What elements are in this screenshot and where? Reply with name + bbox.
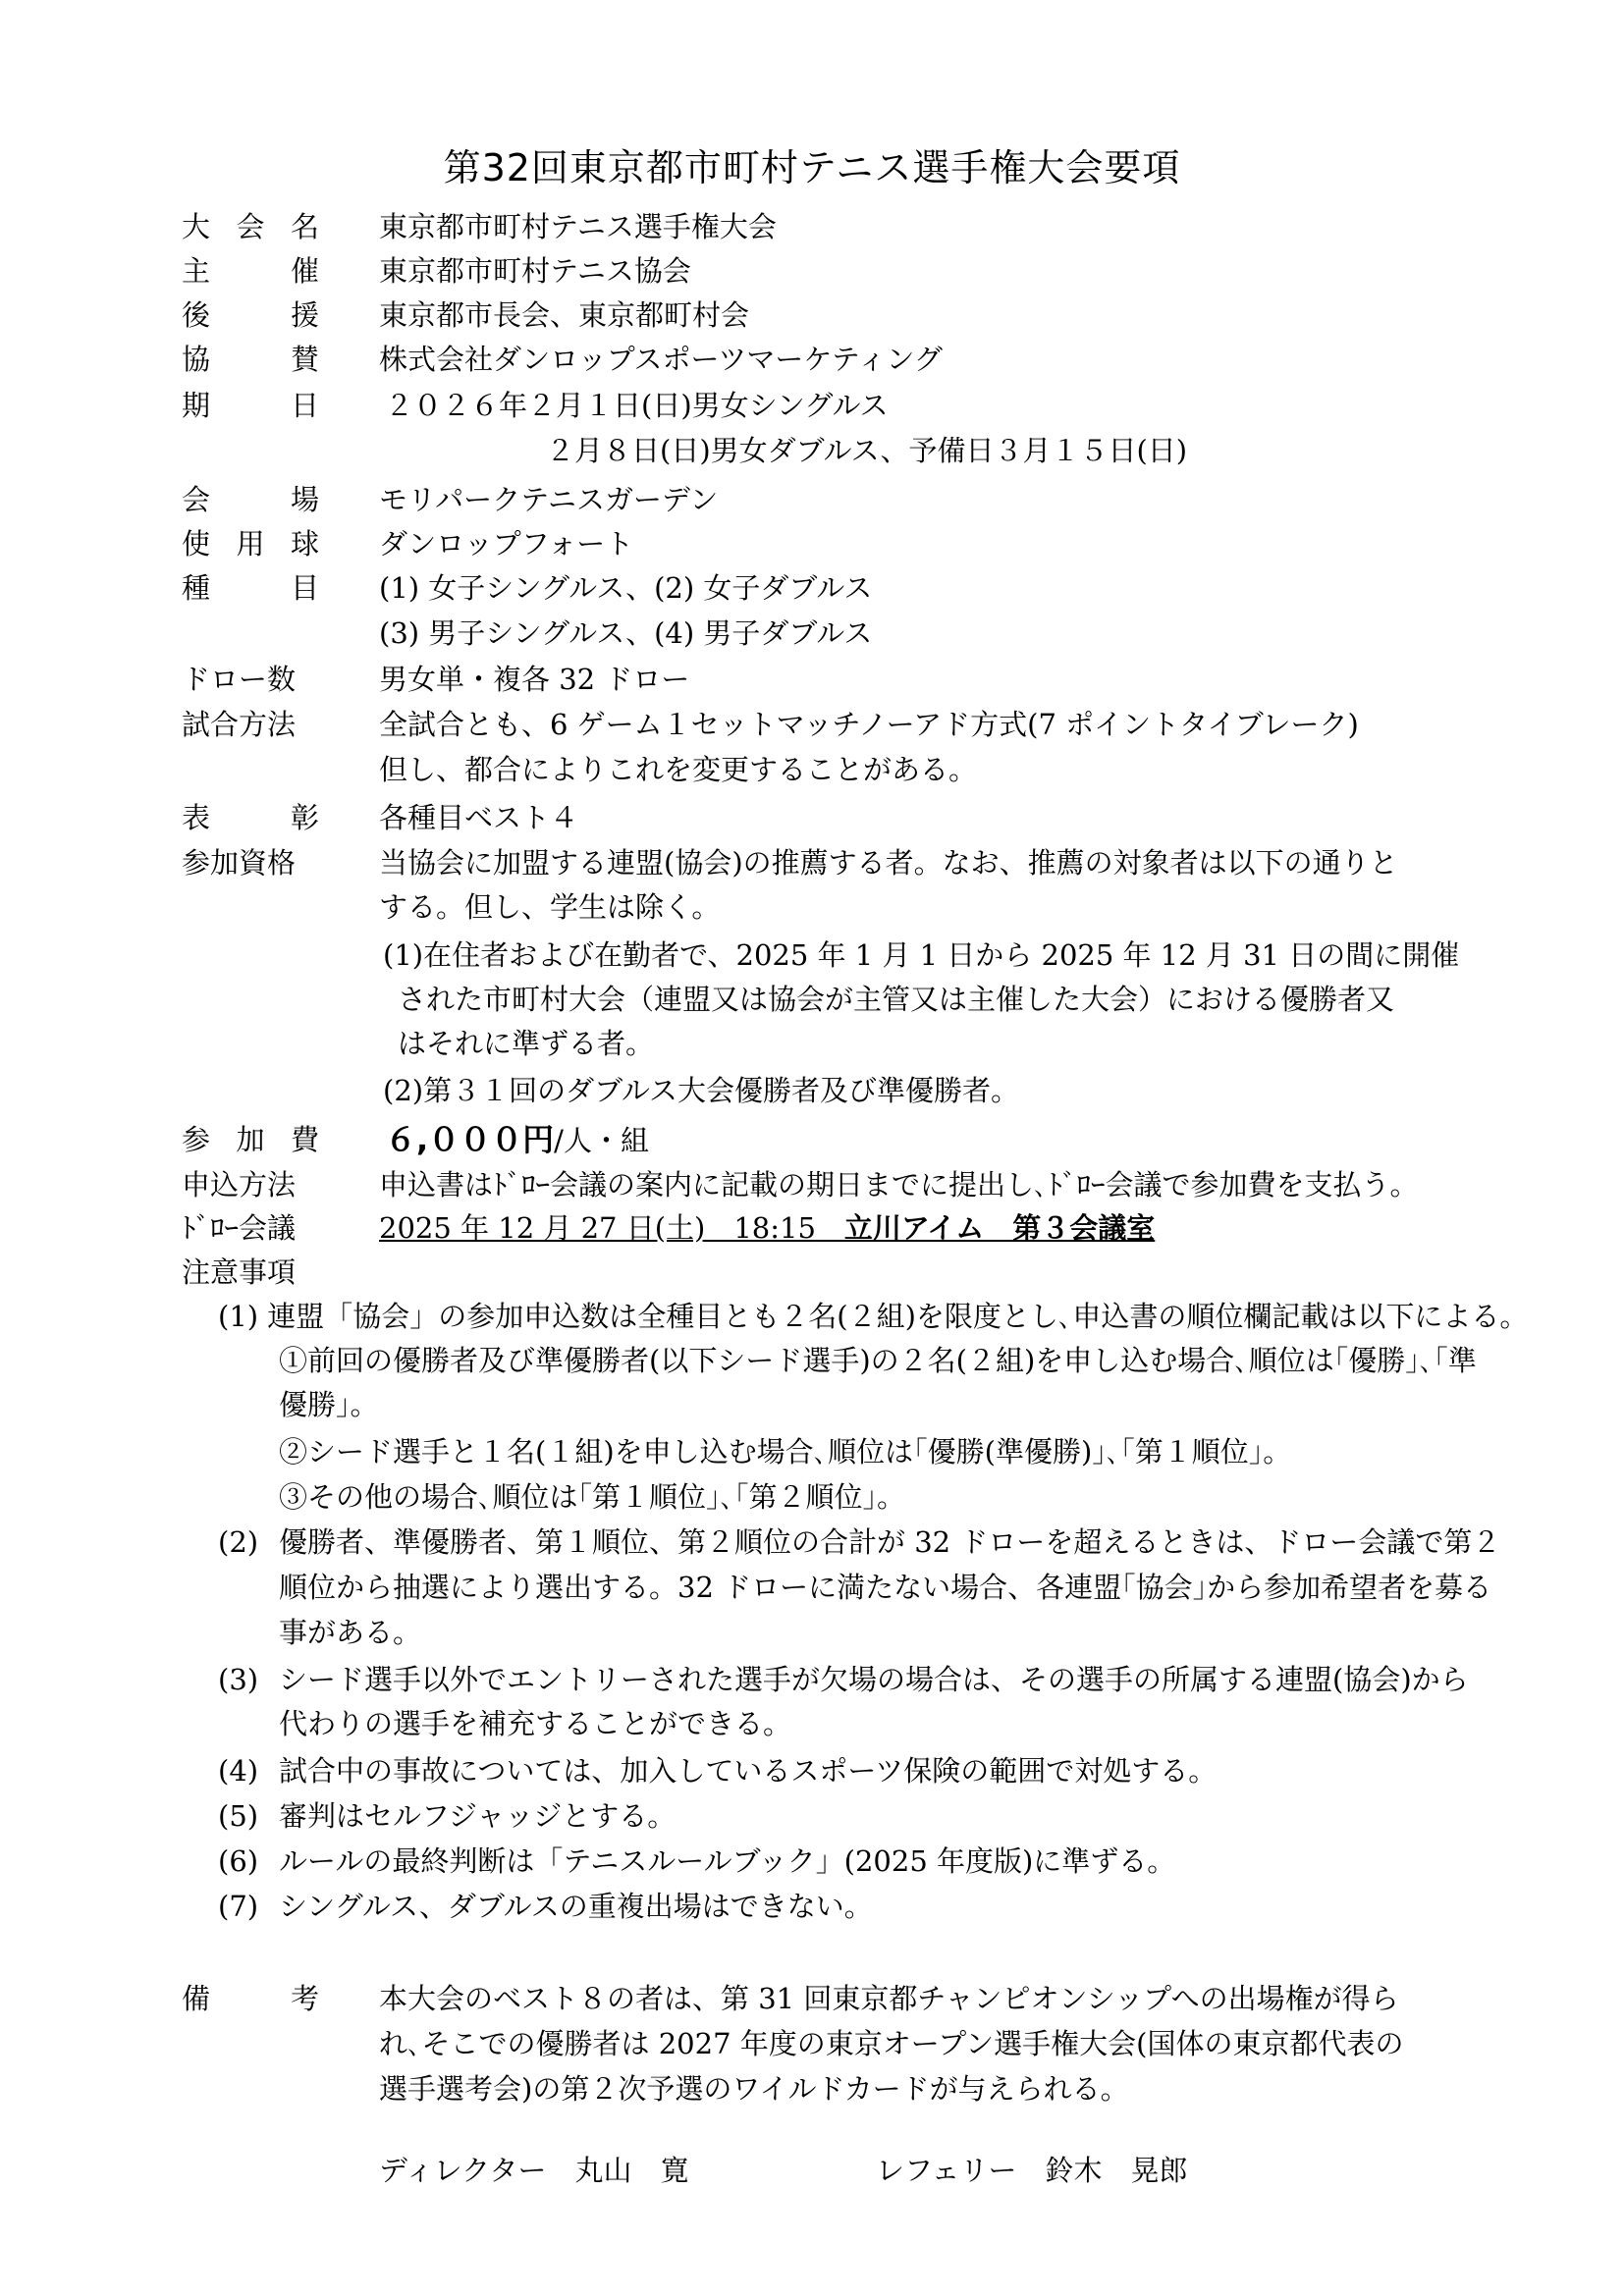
label-kyosan: 協 賛 (182, 343, 319, 376)
label-hyosho: 表 彰 (182, 801, 319, 834)
value-shikaku-1: 当協会に加盟する連盟(協会)の推薦する者。なお、推薦の対象者は以下の通りと (379, 846, 1398, 880)
note-1-a2-text: 優勝｣。 (279, 1388, 379, 1421)
label-notes: 注意事項 (182, 1255, 297, 1289)
note-7-text: シングルス、ダブルスの重複出場はできない。 (279, 1890, 873, 1923)
value-kyosan: 株式会社ダンロップスポーツマーケティング (379, 343, 943, 376)
note-1-a1-text: ①前回の優勝者及び準優勝者(以下シード選手)の２名(２組)を申し込む場合､順位は｢優勝｣､｢準 (279, 1344, 1477, 1377)
value-hyosho: 各種目ベスト４ (379, 801, 579, 834)
note-2-a: 優勝者、準優勝者、第１順位、第２順位の合計が 32 ドローを超えるときは、ドロー会議で第２ (279, 1525, 1501, 1559)
note-2-number: (2) (218, 1525, 259, 1559)
label-method: 試合方法 (182, 708, 297, 741)
note-7-number: (7) (218, 1890, 259, 1923)
note-1-c-text: ③その他の場合､順位は｢第１順位｣､｢第２順位｣。 (279, 1480, 906, 1514)
value-shikaku-1b: された市町村大会（連盟又は協会が主管又は主催した大会）における優勝者又 (398, 983, 1395, 1016)
fee-amount: ６,０００円 (385, 1121, 555, 1158)
label-apply: 申込方法 (182, 1168, 297, 1201)
page-title: 第32回東京都市町村テニス選手権大会要項 (443, 146, 1181, 189)
label-shumoku: 種 目 (182, 571, 319, 605)
value-fee (385, 1119, 649, 1161)
note-3-a: シード選手以外でエントリーされた選手が欠場の場合は、その選手の所属する連盟(協会)から (279, 1663, 1469, 1696)
value-draw: 男女単・複各 32 ドロー (379, 663, 690, 696)
remarks-line-3: 選手選考会)の第２次予選のワイルドカードが与えられる。 (379, 2072, 1129, 2106)
label-shikaku: 参加資格 (182, 846, 297, 880)
label-drawmtg: ﾄﾞﾛｰ会議 (182, 1211, 297, 1245)
note-5-text: 審判はセルフジャッジとする。 (279, 1799, 677, 1833)
remarks-line-2: れ､そこでの優勝者は 2027 年度の東京オープン選手権大会(国体の東京都代表の (379, 2027, 1404, 2060)
note-1-b-text: ②シード選手と１名(１組)を申し込む場合､順位は｢優勝(準優勝)｣､｢第１順位｣。 (279, 1435, 1292, 1468)
note-2-b: 順位から抽選により選出する。32 ドローに満たない場合、各連盟｢協会｣から参加希望者を募る (279, 1571, 1492, 1604)
value-shikaku-1a: (1)在住者および在勤者で、2025 年 1 月 1 日から 2025 年 12 月 31 日の間に開催 (383, 938, 1460, 972)
value-method-1: 全試合とも、6 ゲーム１セットマッチノーアド方式(7 ポイントタイブレーク) (379, 708, 1359, 741)
fee-unit: /人・組 (554, 1124, 649, 1157)
value-shumoku-2: (3) 男子シングルス、(4) 男子ダブルス (379, 616, 873, 650)
label-remarks: 備 考 (182, 1982, 319, 2015)
note-2-c: 事がある。 (279, 1616, 422, 1649)
note-4-text: 試合中の事故については、加入しているスポーツ保険の範囲で対処する。 (279, 1754, 1218, 1788)
value-kijitsu-2: ２月８日(日)男女ダブルス、予備日３月１５日(日) (546, 434, 1188, 467)
director: ディレクター 丸山 寛 (379, 2154, 689, 2187)
label-ball: 使 用 球 (182, 527, 319, 561)
drawmtg-date: 2025 年 12 月 27 日(土) 18:15 (379, 1211, 816, 1245)
value-method-2: 但し、都合によりこれを変更することがある。 (379, 753, 978, 786)
value-drawmtg (379, 1207, 1155, 1249)
value-ball: ダンロップフォート (379, 527, 634, 561)
value-apply: 申込書はﾄﾞﾛｰ会議の案内に記載の期日までに提出し､ﾄﾞﾛｰ会議で参加費を支払う。 (379, 1168, 1419, 1201)
value-kijitsu-1: ２０２６年２月１日(日)男女シングルス (385, 389, 889, 422)
label-kijitsu: 期 日 (182, 389, 319, 422)
value-taikai: 東京都市町村テニス選手権大会 (379, 210, 777, 243)
label-koen: 後 援 (182, 298, 319, 332)
note-6-text: ルールの最終判断は「テニスルールブック」(2025 年度版)に準ずる。 (279, 1844, 1176, 1878)
value-shikaku-2: する。但し、学生は除く。 (379, 890, 721, 924)
label-taikai: 大 会 名 (182, 210, 319, 243)
note-4-number: (4) (218, 1754, 259, 1788)
value-kaijo: モリパークテニスガーデン (379, 483, 719, 516)
value-shumoku-1: (1) 女子シングルス、(2) 女子ダブルス (379, 571, 873, 605)
value-shikaku-1c: はそれに準ずる者。 (398, 1027, 655, 1060)
label-shusai: 主 催 (182, 254, 319, 288)
label-kaijo: 会 場 (182, 483, 319, 516)
note-1-text: (1) 連盟「協会」の参加申込数は全種目とも２名(２組)を限度とし､申込書の順位欄記載は以下による。 (218, 1300, 1529, 1333)
label-draw: ドロー数 (182, 663, 297, 696)
note-3-b: 代わりの選手を補充することができる。 (279, 1707, 792, 1740)
value-koen: 東京都市長会、東京都町村会 (379, 298, 750, 332)
label-fee: 参 加 費 (182, 1123, 319, 1156)
drawmtg-place: 立川アイム 第３会議室 (815, 1211, 1156, 1245)
note-3-number: (3) (218, 1663, 259, 1696)
value-shikaku-2nd: (2)第３１回のダブルス大会優勝者及び準優勝者。 (383, 1074, 1020, 1107)
note-5-number: (5) (218, 1799, 259, 1833)
note-6-number: (6) (218, 1844, 259, 1878)
value-shusai: 東京都市町村テニス協会 (379, 254, 691, 288)
remarks-line-1: 本大会のベスト８の者は、第 31 回東京都チャンピオンシップへの出場権が得ら (379, 1982, 1399, 2015)
referee: レフェリー 鈴木 晃郎 (876, 2154, 1188, 2187)
